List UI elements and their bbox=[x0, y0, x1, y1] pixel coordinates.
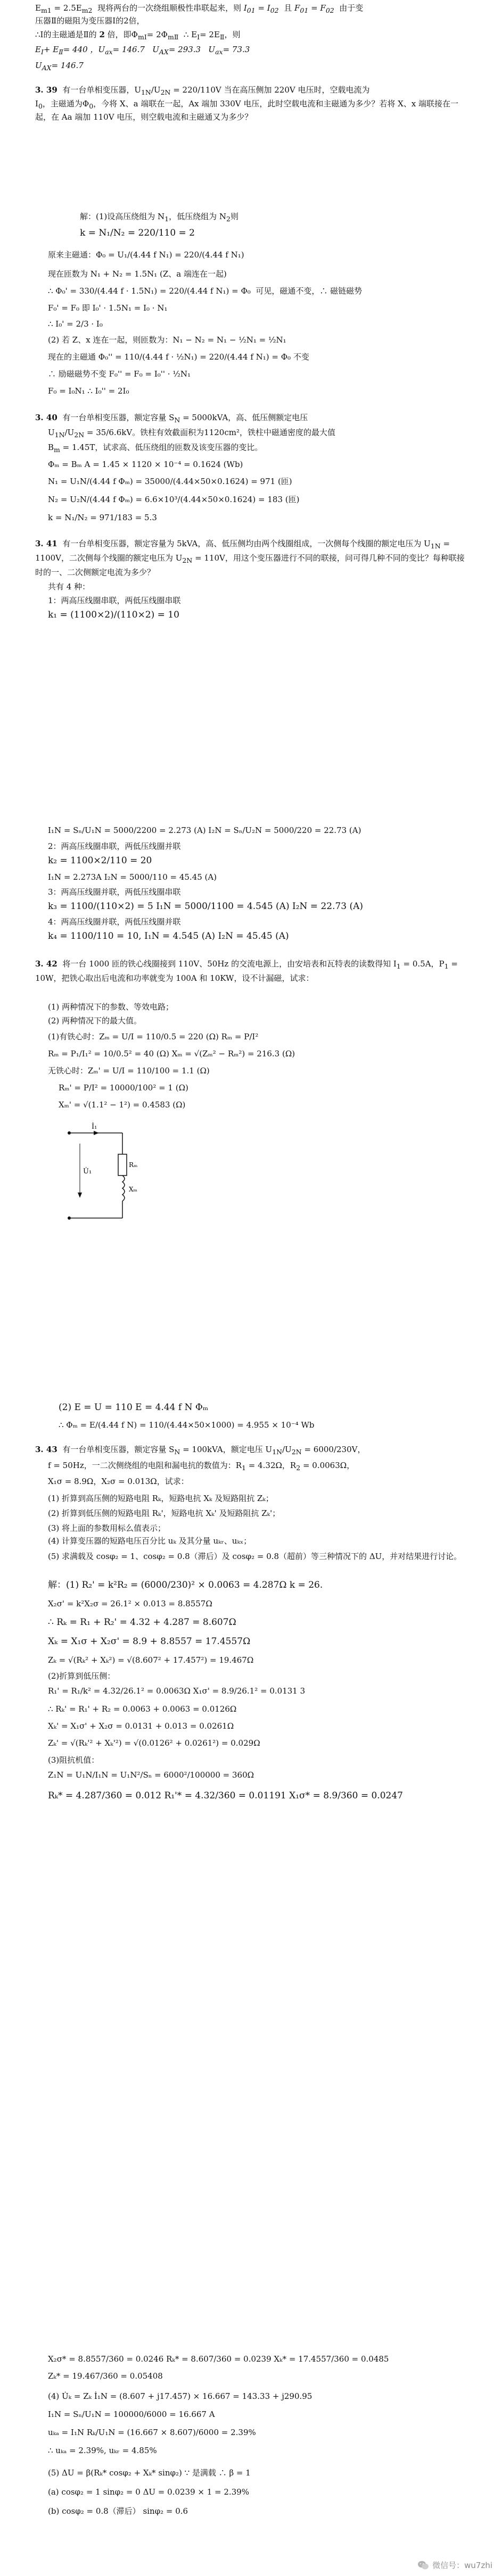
a-43-1: 解：(1) R₂' = k²R₂ = (6000/230)² × 0.0063 = 4.287Ω k = 26. bbox=[48, 1580, 323, 1590]
problem-3-39-line1: 3. 39 有一台单相变压器，$U_{1N}/U_{2N} = 220/110V$ 当在高压侧加 220V 电压时，空载电流为 bbox=[35, 85, 370, 96]
case-4-k: k₄ = 1100/110 = 10, I₁N = 4.545 (A) I₂N = 45.45 (A) bbox=[48, 931, 289, 941]
problem-3-39-text: $I_0$，主磁通为$\Phi_0$，今将 X、a 端联在一起，Ax 端加 330V 电压，此时空载电流和主磁通为多少？若将 X、x 端联接在一起，在 Aa 端加 110V 电压，则空载电流和主磁通又为多少？ bbox=[35, 99, 459, 122]
q-43-2: (2) 折算到低压侧的短路电阻 Rₖ'，短路电抗 Xₖ' 及短路阻抗 Zₖ'； bbox=[48, 1508, 281, 1518]
voltage-arrowhead bbox=[78, 1193, 82, 1198]
s-42-6: (2) E = U = 110 E = 4.44 f N Φₘ bbox=[59, 1402, 209, 1413]
s-42-5: Xₘ' = √(1.1² − 1²) = 0.4583 (Ω) bbox=[59, 1100, 186, 1110]
problem-3-41-text: 3. 41 有一台单相变压器，额定容量为 5kVA，高、低压侧均由两个线圈组成，一次侧每个线圈的额定电压为 $U_{1N} = 1100V$，二次侧每个线圈的额定电压为 $U_{2N} = 110V$，用这个变压器进行不同的联接，问可得几种不同的变比？每种联接时的一、二次侧额定电流为多少？ bbox=[35, 539, 465, 577]
case-1-i: I₁N = Sₙ/U₁N = 5000/2200 = 2.273 (A) I₂N = Sₙ/U₂N = 5000/220 = 22.73 (A) bbox=[48, 826, 361, 835]
eq-40-4: k = N₁/N₂ = 971/183 = 5.3 bbox=[48, 513, 157, 522]
problem-3-40-line1: 3. 40 有一台单相变压器，额定容量 $S_N = 5000kVA$，高、低压侧额定电压 bbox=[35, 413, 308, 424]
a-43-13: Rₖ* = 4.287/360 = 0.012 R₁'* = 4.32/360 = 0.01191 X₁σ* = 8.9/360 = 0.0247 bbox=[48, 1790, 403, 1801]
case-3: 3：两高压线圈并联，两低压线圈串联 bbox=[48, 887, 181, 897]
a-43-4: Xₖ = X₁σ + X₂σ' = 8.9 + 8.8557 = 17.4557Ω bbox=[48, 1636, 251, 1647]
terminal-bottom bbox=[68, 1216, 71, 1220]
eq-phi0: 原来主磁通：Φ₀ = U₁/(4.44 f N₁) = 220/(4.44 f N₁) bbox=[48, 250, 244, 260]
s-42-7: ∴ Φₘ = E/(4.44 f N) = 110/(4.44×50×1000) = 4.955 × 10⁻⁴ Wb bbox=[59, 1420, 315, 1430]
a-43-18: uₖₐ = I₁N Rₖ/U₁N = (16.667 × 8.607)/6000 = 2.39% bbox=[48, 2428, 256, 2437]
a-43-5: Zₖ = √(Rₖ² + Xₖ²) = √(8.607² + 17.457²) = 19.467Ω bbox=[48, 1655, 254, 1665]
xm-label: Xₘ bbox=[129, 1186, 137, 1193]
a-43-12: Z₁N = U₁N/I₁N = U₁N²/Sₙ = 6000²/100000 = 360Ω bbox=[48, 1770, 254, 1780]
eq-phi-new: ∴ Φ₀' = 330/(4.44 f · 1.5N₁) = 220/(4.44 f N₁) = Φ₀ 可见，磁通不变，∴ 磁链磁势 bbox=[48, 286, 363, 296]
wechat-watermark bbox=[417, 2560, 492, 2571]
eq-40-2: N₁ = U₁N/(4.44 f Φₘ) = 35000/(4.44×50×0.1624) = 971 (匝) bbox=[48, 477, 292, 486]
eq-f2: ∴ 励磁磁势不变 F₀'' = F₀ = I₀'' · ½N₁ bbox=[48, 369, 191, 379]
eq-k: k = N₁/N₂ = 220/110 = 2 bbox=[80, 228, 195, 238]
eq-40-1: Φₘ = Bₘ A = 1.45 × 1120 × 10⁻⁴ = 0.1624 (Wb) bbox=[48, 460, 243, 469]
problem-3-43-line3: X₁σ = 8.9Ω，X₂σ = 0.013Ω，试求： bbox=[48, 1477, 189, 1486]
eq-x: (2) 若 Z、x 连在一起，则匝数为：N₁ − N₂ = N₁ − ½N₁ = ½N₁ bbox=[48, 335, 286, 345]
a-43-9: Xₖ' = X₁σ' + X₂σ = 0.0131 + 0.013 = 0.0261Ω bbox=[48, 1721, 234, 1731]
a-43-20: (5) ΔU = β(Rₖ* cosφ₂ + Xₖ* sinφ₂) ∵ 是满载 ∴ β = 1 bbox=[48, 2468, 251, 2478]
a-43-16: (4) U̇ₖ = Zₖ İ₁N = (8.607 + j17.457) × 16.667 = 143.33 + j290.95 bbox=[48, 2391, 312, 2401]
case-2-i: I₁N = 2.273A I₂N = 5000/110 = 45.45 (A) bbox=[48, 872, 217, 882]
rm-label: Rₘ bbox=[129, 1161, 138, 1169]
resistor-rm bbox=[118, 1154, 127, 1176]
q-43-1: (1) 折算到高压侧的短路电阻 Rₖ，短路电抗 Xₖ 及短路阻抗 Zₖ； bbox=[48, 1494, 274, 1503]
case-4: 4：两高压线圈并联，两低压线圈并联 bbox=[48, 917, 181, 927]
case-3-k: k₃ = 1100/(110×2) = 5 I₁N = 5000/1100 = 4.545 (A) I₂N = 22.73 (A) bbox=[48, 901, 364, 912]
problem-3-43-line2: f = 50Hz，一二次侧绕组的电阻和漏电抗的数值为：$R_1 = 4.32\Omega$，$R_2 = 0.0063\Omega$， bbox=[48, 1461, 355, 1472]
current-label: İ₁ bbox=[92, 1123, 97, 1131]
s-42-2: Rₘ = P₁/I₁² = 10/0.5² = 40 (Ω) Xₘ = √(Zₘ² − Rₘ²) = 216.3 (Ω) bbox=[48, 1049, 295, 1058]
s-42-3: 无铁心时：Zₘ' = U/I = 110/100 = 1.1 (Ω) bbox=[48, 1066, 210, 1076]
q-43-4: (4) 计算变压器的短路电压百分比 uₖ 及其分量 uₖᵣ、uₖₓ； bbox=[48, 1536, 252, 1546]
a-43-17: I₁N = Sₙ/U₁N = 100000/6000 = 16.667 A bbox=[48, 2410, 215, 2419]
q-43-5: (5) 求满载及 cosφ₂ = 1、cosφ₂ = 0.8（滞后）及 cosφ₂ = 0.8（超前）等三种情况下的 ΔU，并对结果进行讨论。 bbox=[48, 1552, 462, 1561]
a-43-19: ∴ uₖₐ = 2.39%, uₖᵣ = 4.85% bbox=[48, 2446, 157, 2455]
a-43-22: (b) cosφ₂ = 0.8（滞后） sinφ₂ = 0.6 bbox=[48, 2506, 188, 2516]
solution-3-39: 解：(1)设高压绕组为 $N_1$，低压绕组为 $N_2$则 bbox=[80, 212, 238, 223]
voltage-line-2: $U_{AX}= 146.7$ bbox=[35, 61, 84, 72]
problem-3-42-text: 3. 42 将一台 1000 匝的铁心线圈接到 110V、50Hz 的交流电源上，由安培表和瓦特表的读数得知 $I_1 = 0.5A$，$P_1 = 10W$，把铁心取出后电流和功率就变为 100A 和 10KW，设不计漏磁，试求： bbox=[35, 959, 458, 983]
eq-turns: 现在匝数为 N₁ + N₂ = 1.5N₁ (Z、a 端连在一起) bbox=[48, 269, 227, 279]
a-43-2: X₂σ' = k²X₂σ = 26.1² × 0.013 = 8.8557Ω bbox=[48, 1599, 212, 1608]
eq-phi-new2: 现在的主磁通 Φ₀'' = 110/(4.44 f · ½N₁) = 220/(4.44 f N₁) = Φ₀ 不变 bbox=[48, 352, 309, 362]
case-2-k: k₂ = 1100×2/110 = 20 bbox=[48, 855, 152, 866]
q-42-2: (2) 两种情况下的最大值。 bbox=[48, 1016, 142, 1026]
a-43-3: ∴ Rₖ = R₁ + R₂' = 4.32 + 4.287 = 8.607Ω bbox=[48, 1617, 236, 1628]
eq-i2: F₀ = I₀N₁ ∴ I₀'' = 2I₀ bbox=[48, 386, 129, 396]
q-43-3: (3) 将上面的参数用标么值表示； bbox=[48, 1523, 166, 1533]
q-42-1: (1) 两种情况下的参数、等效电路； bbox=[48, 1002, 174, 1012]
a-43-14: X₂σ* = 8.8557/360 = 0.0246 Rₖ* = 8.607/360 = 0.0239 Xₖ* = 17.4557/360 = 0.0485 bbox=[48, 2354, 389, 2364]
voltage-label: U̇₁ bbox=[83, 1168, 92, 1176]
current-arrowhead bbox=[94, 1131, 99, 1135]
problem-3-43-line1: 3. 43 有一台单相变压器，额定容量 $S_N = 100kVA$，额定电压 $U_{1N}/U_{2N} = 6000/230V$， bbox=[35, 1445, 366, 1456]
case-2: 2：两高压线圈串联，两低压线圈并联 bbox=[48, 841, 181, 851]
a-43-6: (2)折算到低压侧： bbox=[48, 1671, 116, 1681]
watermark-text: 微信号：wu7zhi bbox=[432, 2561, 492, 2570]
answer-count: 共有 4 种： bbox=[48, 582, 90, 591]
inductor-xm bbox=[122, 1176, 125, 1201]
voltage-line: $E_Ⅰ+ E_Ⅱ= 440$ ，$U_{ax}= 146.7$ $U_{AX}= 293.3$ $U_{ax}= 73.3$ bbox=[35, 45, 250, 56]
case-1-k: k₁ = (1100×2)/(110×2) = 10 bbox=[48, 610, 179, 620]
a-43-21: (a) cosφ₂ = 1 sinφ₂ = 0 ΔU = 0.0239 × 1 = 2.39% bbox=[48, 2487, 250, 2497]
terminal-top bbox=[68, 1131, 71, 1135]
s-42-1: (1)有铁心时：Zₘ = U/I = 110/0.5 = 220 (Ω) Rₘ = P/I² bbox=[48, 1032, 259, 1041]
case-1: 1：两高压线圈串联，两低压线圈串联 bbox=[48, 596, 181, 605]
ratio-line: ∴Ⅰ的主磁通是Ⅱ的 2 倍，即$\Phi_{mⅠ}= 2\Phi_{mⅡ}$ ∴ $E_Ⅰ= 2E_Ⅱ$，则 bbox=[35, 30, 241, 41]
eq-f: F₀' = F₀ 即 I₀' · 1.5N₁ = I₀ · N₁ bbox=[48, 303, 168, 313]
wechat-icon bbox=[417, 2560, 429, 2571]
problem-3-40-line2: $U_{1N}/U_{2N} = 35/6.6kV$。铁柱有效截面积为1120cm²，铁柱中磁通密度的最大值 bbox=[48, 428, 335, 439]
s-42-4: Rₘ' = P/I² = 10000/100² = 1 (Ω) bbox=[59, 1083, 188, 1093]
a-43-8: ∴ Rₖ' = R₁' + R₂ = 0.0063 + 0.0063 = 0.0126Ω bbox=[48, 1704, 237, 1714]
intro-cont: 压器Ⅱ的磁阻为变压器Ⅰ的2倍， bbox=[35, 16, 145, 26]
eq-40-3: N₂ = U₂N/(4.44 f Φₘ) = 6.6×10³/(4.44×50×0.1624) = 183 (匝) bbox=[48, 495, 300, 504]
eq-i: ∴ I₀' = 2/3 · I₀ bbox=[48, 319, 103, 329]
a-43-15: Zₖ* = 19.467/360 = 0.05408 bbox=[48, 2371, 163, 2381]
equivalent-circuit-diagram bbox=[59, 1122, 144, 1229]
a-43-11: (3)阻抗机值： bbox=[48, 1755, 100, 1765]
problem-3-40-line3: $B_m = 1.45T$，试求高、低压绕组的匝数及该变压器的变比。 bbox=[48, 443, 263, 454]
a-43-10: Zₖ' = √(Rₖ'² + Xₖ'²) = √(0.0126² + 0.0261²) = 0.029Ω bbox=[48, 1738, 260, 1748]
intro-line: $E_{m1} = 2.5E_{m2}$ 现将两台的一次绕组顺极性串联起来，则 $I_{01} = I_{02}$ 且 $F_{01} = F_{02}$ 由于变 bbox=[35, 3, 364, 14]
a-43-7: R₁' = R₁/k² = 4.32/26.1² = 0.0063Ω X₁σ' = 8.9/26.1² = 0.0131 3 bbox=[48, 1686, 306, 1696]
